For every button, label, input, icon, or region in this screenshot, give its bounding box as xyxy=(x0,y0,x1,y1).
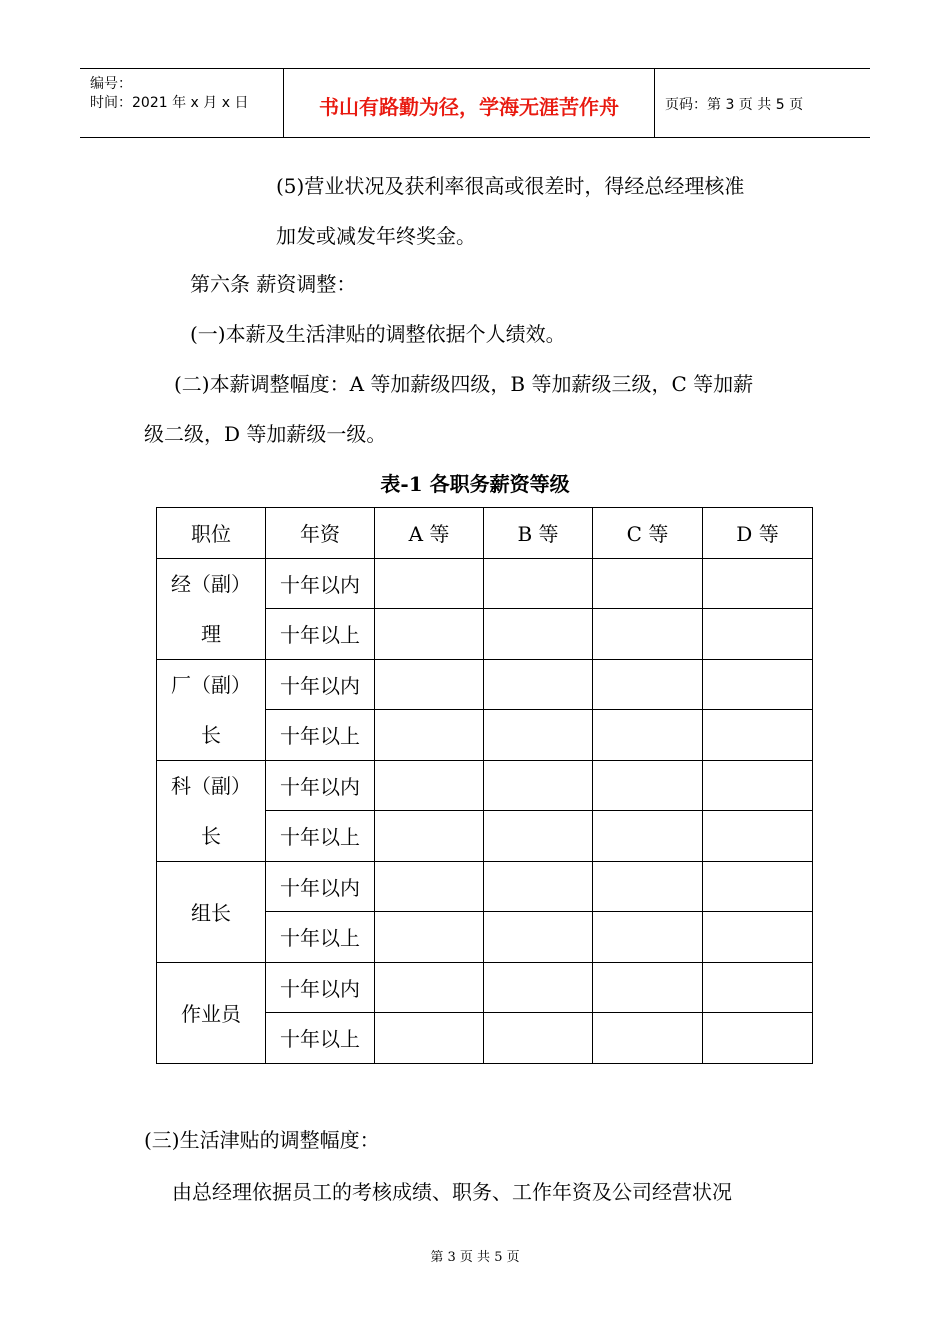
seniority-cell: 十年以上 xyxy=(266,609,375,660)
position-label: 科（副） xyxy=(171,773,251,798)
section-heading-article-6: 第六条 薪资调整： xyxy=(190,272,357,296)
position-label: 长 xyxy=(201,823,221,848)
grade-cell xyxy=(375,710,484,761)
grade-cell xyxy=(703,558,813,609)
grade-cell xyxy=(484,1013,593,1064)
position-label: 长 xyxy=(201,722,221,747)
column-header: 年资 xyxy=(266,508,375,559)
grade-cell xyxy=(375,760,484,811)
header-page-cell xyxy=(655,69,870,137)
grade-cell xyxy=(593,609,703,660)
column-header: B 等 xyxy=(484,508,593,559)
seniority-cell: 十年以上 xyxy=(266,710,375,761)
body-paragraph-line: 级二级，D 等加薪级一级。 xyxy=(144,422,387,446)
grade-cell xyxy=(593,811,703,862)
grade-cell xyxy=(375,811,484,862)
header-motto-cell xyxy=(284,69,655,137)
grade-cell xyxy=(703,710,813,761)
grade-cell xyxy=(484,760,593,811)
seniority-cell: 十年以上 xyxy=(266,1013,375,1064)
table-row xyxy=(157,659,813,710)
grade-cell xyxy=(703,861,813,912)
grade-cell xyxy=(484,609,593,660)
grade-cell xyxy=(593,962,703,1013)
grade-cell xyxy=(593,1013,703,1064)
grade-cell xyxy=(703,659,813,710)
grade-cell xyxy=(484,659,593,710)
seniority-cell: 十年以上 xyxy=(266,811,375,862)
column-header: A 等 xyxy=(375,508,484,559)
grade-cell xyxy=(484,962,593,1013)
header-page-info: 页码：第 3 页 共 5 页 xyxy=(665,97,804,113)
body-paragraph-line: (二)本薪调整幅度：A 等加薪级四级，B 等加薪级三级，C 等加薪 xyxy=(174,372,754,396)
grade-cell xyxy=(484,861,593,912)
grade-cell xyxy=(375,962,484,1013)
grade-cell xyxy=(484,710,593,761)
seniority-cell: 十年以上 xyxy=(266,912,375,963)
document-time-label: 时间：2021 年 x 月 x 日 xyxy=(90,95,249,111)
grade-cell xyxy=(375,861,484,912)
table-caption: 表-1 各职务薪资等级 xyxy=(380,472,570,496)
position-cell xyxy=(157,760,266,861)
seniority-cell: 十年以内 xyxy=(266,659,375,710)
grade-cell xyxy=(593,861,703,912)
grade-cell xyxy=(703,912,813,963)
position-label: 厂（副） xyxy=(171,672,251,697)
position-cell xyxy=(157,659,266,760)
grade-cell xyxy=(484,912,593,963)
header-left-cell xyxy=(80,69,284,137)
grade-cell xyxy=(703,609,813,660)
salary-grade-table xyxy=(156,507,813,1064)
grade-cell xyxy=(375,609,484,660)
grade-cell xyxy=(703,811,813,862)
grade-cell xyxy=(593,558,703,609)
document-number-label: 编号： xyxy=(90,76,132,92)
column-header: D 等 xyxy=(703,508,813,559)
table-row xyxy=(157,962,813,1013)
grade-cell xyxy=(703,760,813,811)
table-row xyxy=(157,558,813,609)
seniority-cell: 十年以内 xyxy=(266,558,375,609)
grade-cell xyxy=(703,962,813,1013)
body-paragraph-line: 加发或减发年终奖金。 xyxy=(276,224,476,248)
page-footer: 第 3 页 共 5 页 xyxy=(430,1250,520,1265)
column-header: 职位 xyxy=(157,508,266,559)
column-header: C 等 xyxy=(593,508,703,559)
body-paragraph-line: 由总经理依据员工的考核成绩、职务、工作年资及公司经营状况 xyxy=(172,1180,732,1204)
position-cell: 组长 xyxy=(157,861,266,962)
grade-cell xyxy=(375,558,484,609)
position-label: 经（副） xyxy=(171,571,251,596)
grade-cell xyxy=(593,912,703,963)
body-paragraph-line: (一)本薪及生活津贴的调整依据个人绩效。 xyxy=(190,322,566,346)
seniority-cell: 十年以内 xyxy=(266,962,375,1013)
position-cell xyxy=(157,558,266,659)
grade-cell xyxy=(593,710,703,761)
grade-cell xyxy=(375,659,484,710)
grade-cell xyxy=(375,1013,484,1064)
position-label: 理 xyxy=(201,621,221,646)
table-row xyxy=(157,760,813,811)
grade-cell xyxy=(593,659,703,710)
grade-cell xyxy=(375,912,484,963)
grade-cell xyxy=(484,558,593,609)
seniority-cell: 十年以内 xyxy=(266,861,375,912)
seniority-cell: 十年以内 xyxy=(266,760,375,811)
grade-cell xyxy=(484,811,593,862)
grade-cell xyxy=(593,760,703,811)
table-header-row xyxy=(157,508,813,559)
page-header xyxy=(80,68,870,138)
position-cell: 作业员 xyxy=(157,962,266,1063)
grade-cell xyxy=(703,1013,813,1064)
table-row xyxy=(157,861,813,912)
body-paragraph-line: (5)营业状况及获利率很高或很差时，得经总经理核准 xyxy=(276,174,745,198)
section-heading-allowance: (三)生活津贴的调整幅度： xyxy=(144,1128,380,1152)
header-motto: 书山有路勤为径，学海无涯苦作舟 xyxy=(319,95,619,119)
